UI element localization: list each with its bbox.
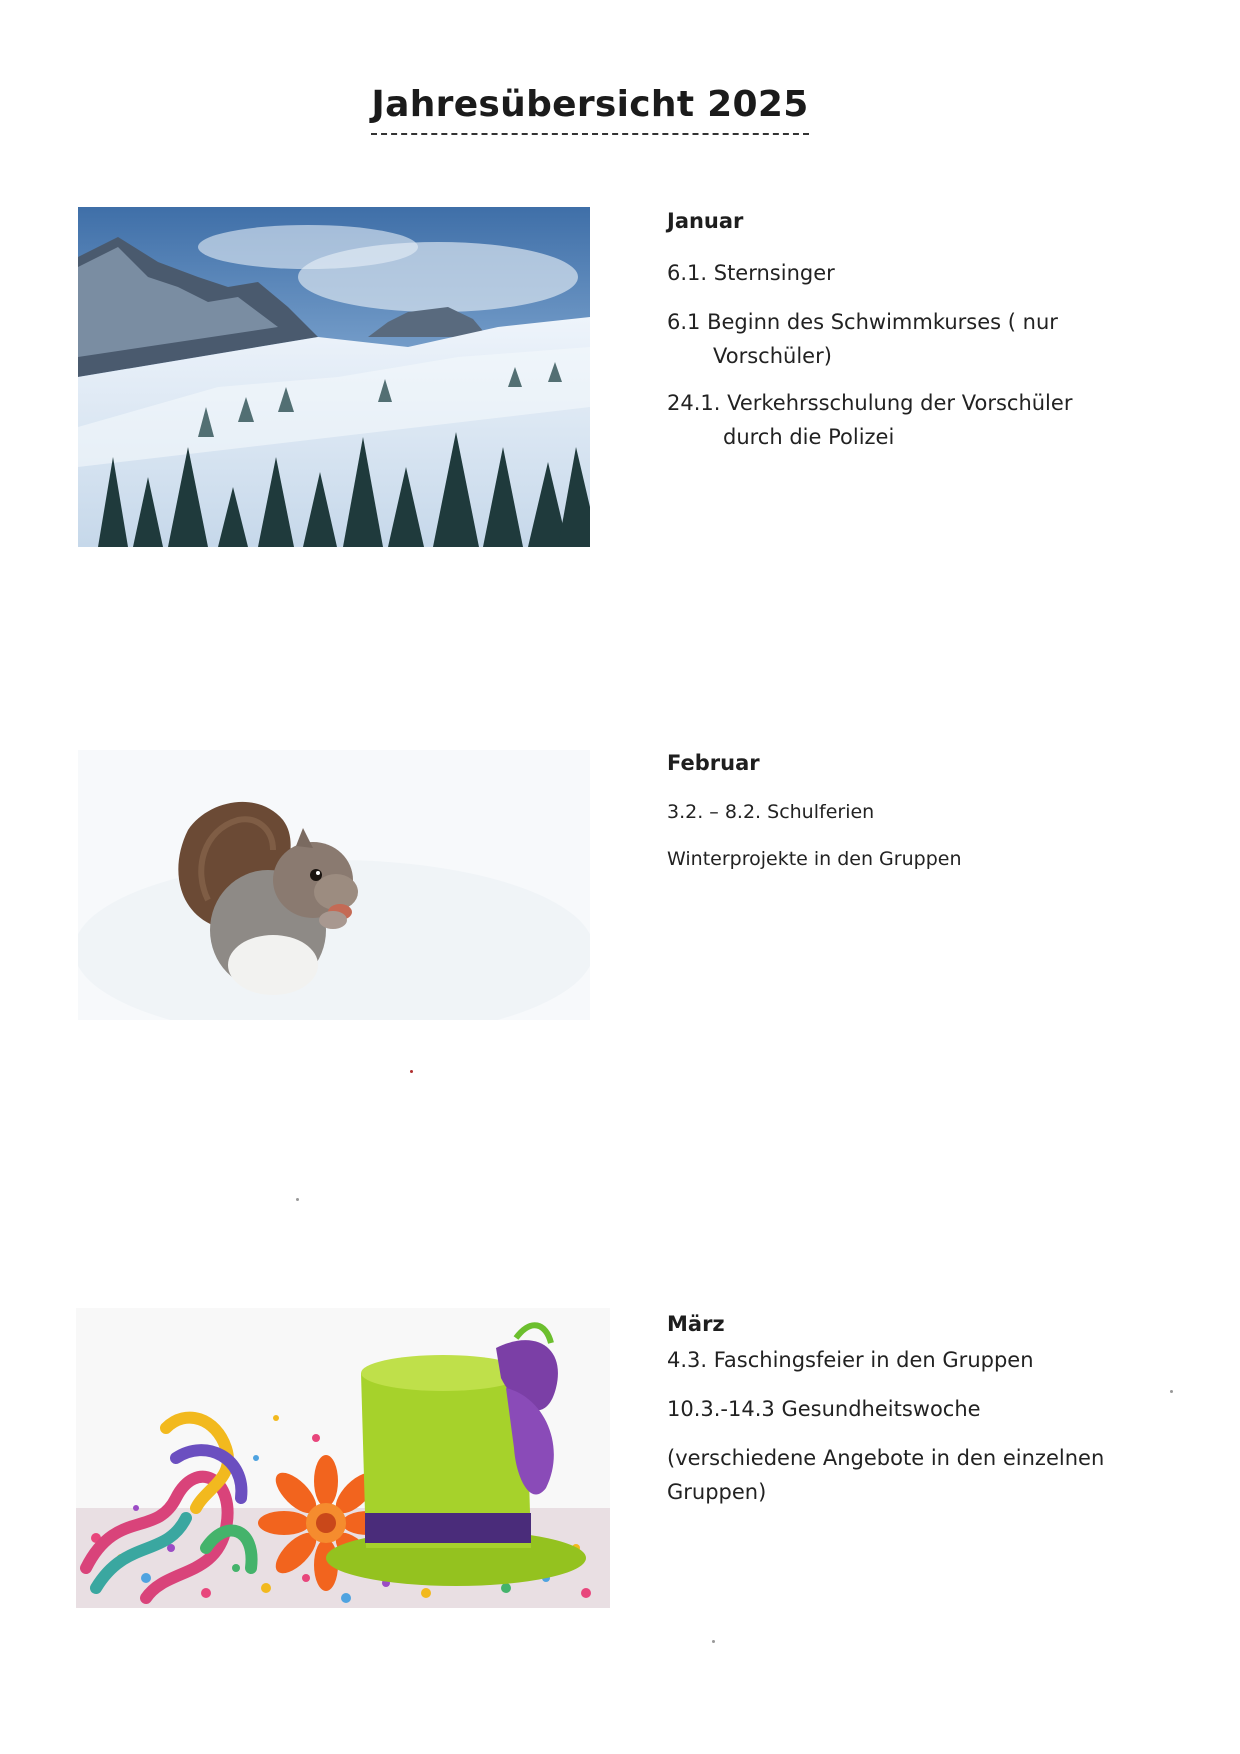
list-item	[667, 1441, 1147, 1509]
scan-speck	[296, 1198, 299, 1201]
march-carnival-image	[76, 1308, 610, 1608]
entry-text: 10.3.-14.3 Gesundheitswoche	[667, 1397, 981, 1421]
list-item	[667, 305, 1107, 373]
scan-speck	[1170, 1390, 1173, 1393]
entry-text: (verschiedene Angebote in den einzelnen	[667, 1446, 1105, 1470]
entry-text: 6.1 Beginn des Schwimmkurses ( nur	[667, 310, 1058, 334]
list-item	[667, 1392, 1107, 1426]
list-item	[667, 256, 1107, 290]
entry-text: 3.2. – 8.2. Schulferien	[667, 801, 875, 823]
entry-text: 4.3. Faschingsfeier in den Gruppen	[667, 1348, 1034, 1372]
month-heading-januar: Januar	[667, 209, 744, 233]
february-squirrel-image	[78, 750, 590, 1020]
entry-text: 24.1. Verkehrsschulung der Vorschüler	[667, 391, 1073, 415]
list-item	[667, 842, 1107, 876]
entry-text: 6.1. Sternsinger	[667, 261, 835, 285]
scan-speck	[410, 1070, 413, 1073]
month-heading-maerz: März	[667, 1312, 725, 1336]
entry-text-continued: durch die Polizei	[723, 425, 895, 449]
scan-speck	[712, 1640, 715, 1643]
month-heading-februar: Februar	[667, 751, 760, 775]
entry-text-continued: Vorschüler)	[713, 344, 832, 368]
entry-text-continued: Gruppen)	[667, 1480, 767, 1504]
page-title-text: Jahresübersicht 2025	[371, 84, 808, 135]
list-item	[667, 795, 1107, 829]
entry-text: Winterprojekte in den Gruppen	[667, 848, 962, 870]
list-item	[667, 386, 1107, 454]
page-title	[0, 84, 1180, 135]
january-landscape-image	[78, 207, 590, 547]
list-item	[667, 1343, 1107, 1377]
